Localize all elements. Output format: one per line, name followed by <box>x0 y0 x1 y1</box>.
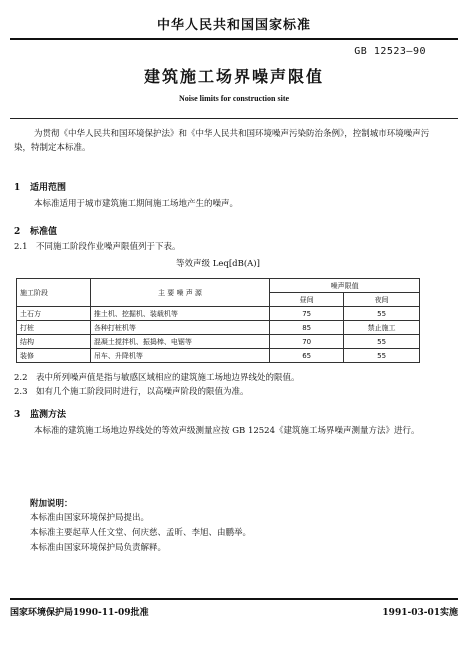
section-3-heading <box>14 407 66 420</box>
section-number: 3 <box>14 410 21 420</box>
section-number: 2 <box>14 227 21 237</box>
intro-paragraph: 为贯彻《中华人民共和国环境保护法》和《中华人民共和国环境噪声污染防治条例》，控制城市环境噪声污染，特制定本标准。 <box>14 129 430 153</box>
approval-date: 国家环境保护局1990-11-09批准 <box>10 608 149 618</box>
item-number: 2.2 <box>14 373 28 383</box>
section-title: 适用范围 <box>30 183 67 193</box>
standard-number: GB 12523—90 <box>354 46 426 57</box>
header-night: 夜间 <box>344 293 420 307</box>
document-issuer: 中华人民共和国国家标准 <box>156 18 311 33</box>
table-row <box>17 349 420 363</box>
cell-night: 55 <box>344 307 420 321</box>
table-row <box>17 335 420 349</box>
item-number: 2.3 <box>14 387 28 397</box>
cell-source: 混凝土搅拌机、振捣棒、电锯等 <box>90 335 269 349</box>
appendix-line: 本标准由国家环境保护局提出。 <box>30 513 150 523</box>
table-row <box>17 307 420 321</box>
section-3-body: 本标准的建筑施工场地边界线处的等效声级测量应按 GB 12524《建筑施工场界噪声测量方法》进行。 <box>34 426 420 436</box>
appendix-title: 附加说明： <box>30 499 73 509</box>
section-number: 1 <box>14 183 21 193</box>
table-unit-label: 等效声级 Leq[dB(A)] <box>176 259 260 269</box>
effective-date: 1991-03-01实施 <box>382 608 458 618</box>
item-text: 如有几个施工阶段同时进行，以高噪声阶段的限值为准。 <box>36 387 249 397</box>
title-rule <box>10 118 458 119</box>
header-source: 主 要 噪 声 源 <box>90 279 269 307</box>
section-title: 标准值 <box>30 227 58 237</box>
cell-day: 85 <box>270 321 344 335</box>
footer-rule <box>10 598 458 600</box>
header-limit: 噪声限值 <box>270 279 420 293</box>
item-number: 2.1 <box>14 242 28 252</box>
cell-stage: 结构 <box>17 335 91 349</box>
cell-day: 65 <box>270 349 344 363</box>
item-text: 不同施工阶段作业噪声限值列于下表。 <box>36 242 181 252</box>
section-1-heading <box>14 180 66 193</box>
cell-night: 55 <box>344 349 420 363</box>
document-title: 建筑施工场界噪声限值 <box>143 67 324 86</box>
item-2-2 <box>14 372 454 385</box>
cell-source: 吊车、升降机等 <box>90 349 269 363</box>
item-2-1 <box>14 241 454 254</box>
table-row <box>17 321 420 335</box>
noise-limit-table <box>16 278 420 363</box>
document-title-english: Noise limits for construction site <box>178 94 290 103</box>
item-text: 表中所列噪声值是指与敏感区域相应的建筑施工场地边界线处的限值。 <box>36 373 300 383</box>
section-2-heading <box>14 224 57 237</box>
section-title: 监测方法 <box>30 410 67 420</box>
cell-day: 70 <box>270 335 344 349</box>
cell-source: 推土机、挖掘机、装载机等 <box>90 307 269 321</box>
header-rule <box>10 38 458 40</box>
header-day: 昼间 <box>270 293 344 307</box>
cell-night: 禁止施工 <box>344 321 420 335</box>
cell-source: 各种打桩机等 <box>90 321 269 335</box>
cell-stage: 打桩 <box>17 321 91 335</box>
cell-day: 75 <box>270 307 344 321</box>
cell-stage: 土石方 <box>17 307 91 321</box>
appendix-line: 本标准主要起草人任文堂、何庆慈、孟昕、李旭、由鹏举。 <box>30 528 252 538</box>
cell-night: 55 <box>344 335 420 349</box>
appendix-line: 本标准由国家环境保护局负责解释。 <box>30 543 167 553</box>
item-2-3 <box>14 386 454 399</box>
section-1-body: 本标准适用于城市建筑施工期间施工场地产生的噪声。 <box>34 199 239 209</box>
header-stage: 施工阶段 <box>17 279 91 307</box>
cell-stage: 装修 <box>17 349 91 363</box>
